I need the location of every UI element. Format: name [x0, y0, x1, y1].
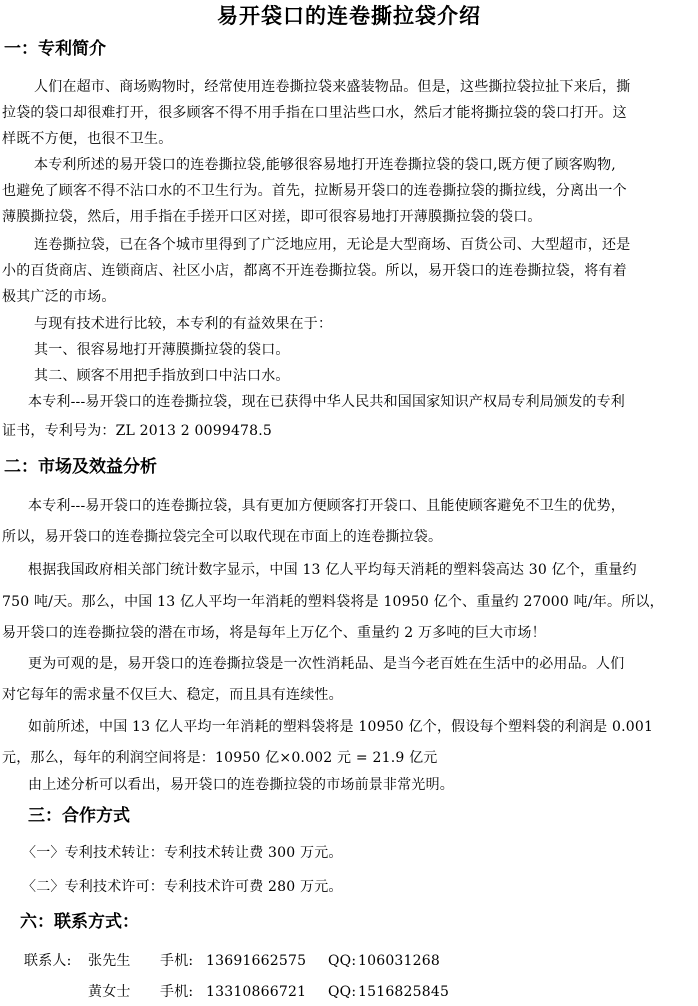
qq-label: QQ:	[328, 953, 357, 969]
section2-p3-line: 对它每年的需求量不仅巨大、稳定，而且具有连续性。	[2, 687, 343, 703]
phone-label: 手机:	[160, 984, 194, 1000]
section2-p5: 由上述分析可以看出，易开袋口的连卷撕拉袋的市场前景非常光明。	[28, 777, 454, 793]
section2-p1-line: 本专利---易开袋口的连卷撕拉袋，具有更加方便顾客打开袋口、且能使顾客避免不卫生的优势，	[28, 498, 625, 514]
document-title: 易开袋口的连卷撕拉袋介绍	[217, 4, 481, 28]
profit-formula-line: 元，那么，每年的利润空间将是：10950 亿×0.002 元 = 21.9 亿元	[2, 750, 438, 766]
section2-p3-line: 更为可观的是，易开袋口的连卷撕拉袋是一次性消耗品、是当今老百姓在生活中的必用品。人们	[28, 656, 625, 672]
benefit-item: 其一、很容易地打开薄膜撕拉袋的袋口。	[34, 342, 290, 358]
section1-p4: 与现有技术进行比较，本专利的有益效果在于：	[34, 316, 333, 332]
section2-p1-line: 所以，易开袋口的连卷撕拉袋完全可以取代现在市面上的连卷撕拉袋。	[2, 529, 443, 545]
qq-label: QQ:	[328, 984, 357, 1000]
section2-p4-line: 如前所述，中国 13 亿人平均一年消耗的塑料袋将是 10950 亿个，假设每个塑料袋的利润是 0.001	[28, 719, 654, 735]
section1-p5-line: 本专利---易开袋口的连卷撕拉袋，现在已获得中华人民共和国国家知识产权局专利局颁发的专利	[28, 394, 625, 410]
section1-p3-line: 极其广泛的市场。	[2, 289, 116, 305]
contact-name: 黄女士	[88, 984, 131, 1000]
section1-p3-line: 小的百货商店、连锁商店、社区小店，都离不开连卷撕拉袋。所以，易开袋口的连卷撕拉袋，将有着	[2, 263, 627, 279]
section1-p2-line: 薄膜撕拉袋，然后，用手指在手搓开口区对搓，即可很容易地打开薄膜撕拉袋的袋口。	[2, 209, 542, 225]
section2-p2-line: 根据我国政府相关部门统计数字显示，中国 13 亿人平均每天消耗的塑料袋高达 30 亿个，重量约	[28, 562, 637, 578]
cooperation-item: 〈二〉专利技术许可：专利技术许可费 280 万元。	[22, 879, 343, 895]
qq-number: 1516825845	[358, 984, 450, 1000]
section1-heading: 一：专利简介	[4, 39, 106, 59]
contact-label: 联系人:	[24, 953, 72, 969]
patent-number-line: 证书，专利号为：ZL 2013 2 0099478.5	[2, 423, 273, 439]
benefit-item: 其二、顾客不用把手指放到口中沾口水。	[34, 368, 290, 384]
section1-p1-line: 人们在超市、商场购物时，经常使用连卷撕拉袋来盛装物品。但是，这些撕拉袋拉扯下来后，撕	[34, 79, 631, 95]
section1-p3-line: 连卷撕拉袋，已在各个城市里得到了广泛地应用，无论是大型商场、百货公司、大型超市，还是	[34, 237, 631, 253]
phone-number: 13691662575	[206, 953, 307, 969]
cooperation-item: 〈一〉专利技术转让：专利技术转让费 300 万元。	[22, 845, 343, 861]
section6-heading: 六：联系方式：	[20, 912, 139, 932]
section3-heading: 三：合作方式	[28, 806, 130, 826]
contact-name: 张先生	[88, 953, 131, 969]
section1-p2-line: 本专利所述的易开袋口的连卷撕拉袋,能够很容易地打开连卷撕拉袋的袋口,既方便了顾客购物,	[34, 157, 616, 173]
section2-p2-line: 易开袋口的连卷撕拉袋的潜在市场，将是每年上万亿个、重量约 2 万多吨的巨大市场！	[2, 625, 546, 641]
phone-number: 13310866721	[206, 984, 307, 1000]
phone-label: 手机:	[160, 953, 194, 969]
section2-heading: 二：市场及效益分析	[4, 457, 157, 477]
qq-number: 106031268	[358, 953, 440, 969]
section1-p2-line: 也避免了顾客不得不沾口水的不卫生行为。首先，拉断易开袋口的连卷撕拉袋的撕拉线，分离出一个	[2, 183, 627, 199]
section1-p1-line: 拉袋的袋口却很难打开，很多顾客不得不用手指在口里沾些口水，然后才能将撕拉袋的袋口打开。这	[2, 105, 627, 121]
section1-p1-line: 样既不方便，也很不卫生。	[2, 131, 173, 147]
section2-p2-line: 750 吨/天。那么，中国 13 亿人平均一年消耗的塑料袋将是 10950 亿个、重量约 27000 吨/年。所以，	[2, 594, 664, 610]
